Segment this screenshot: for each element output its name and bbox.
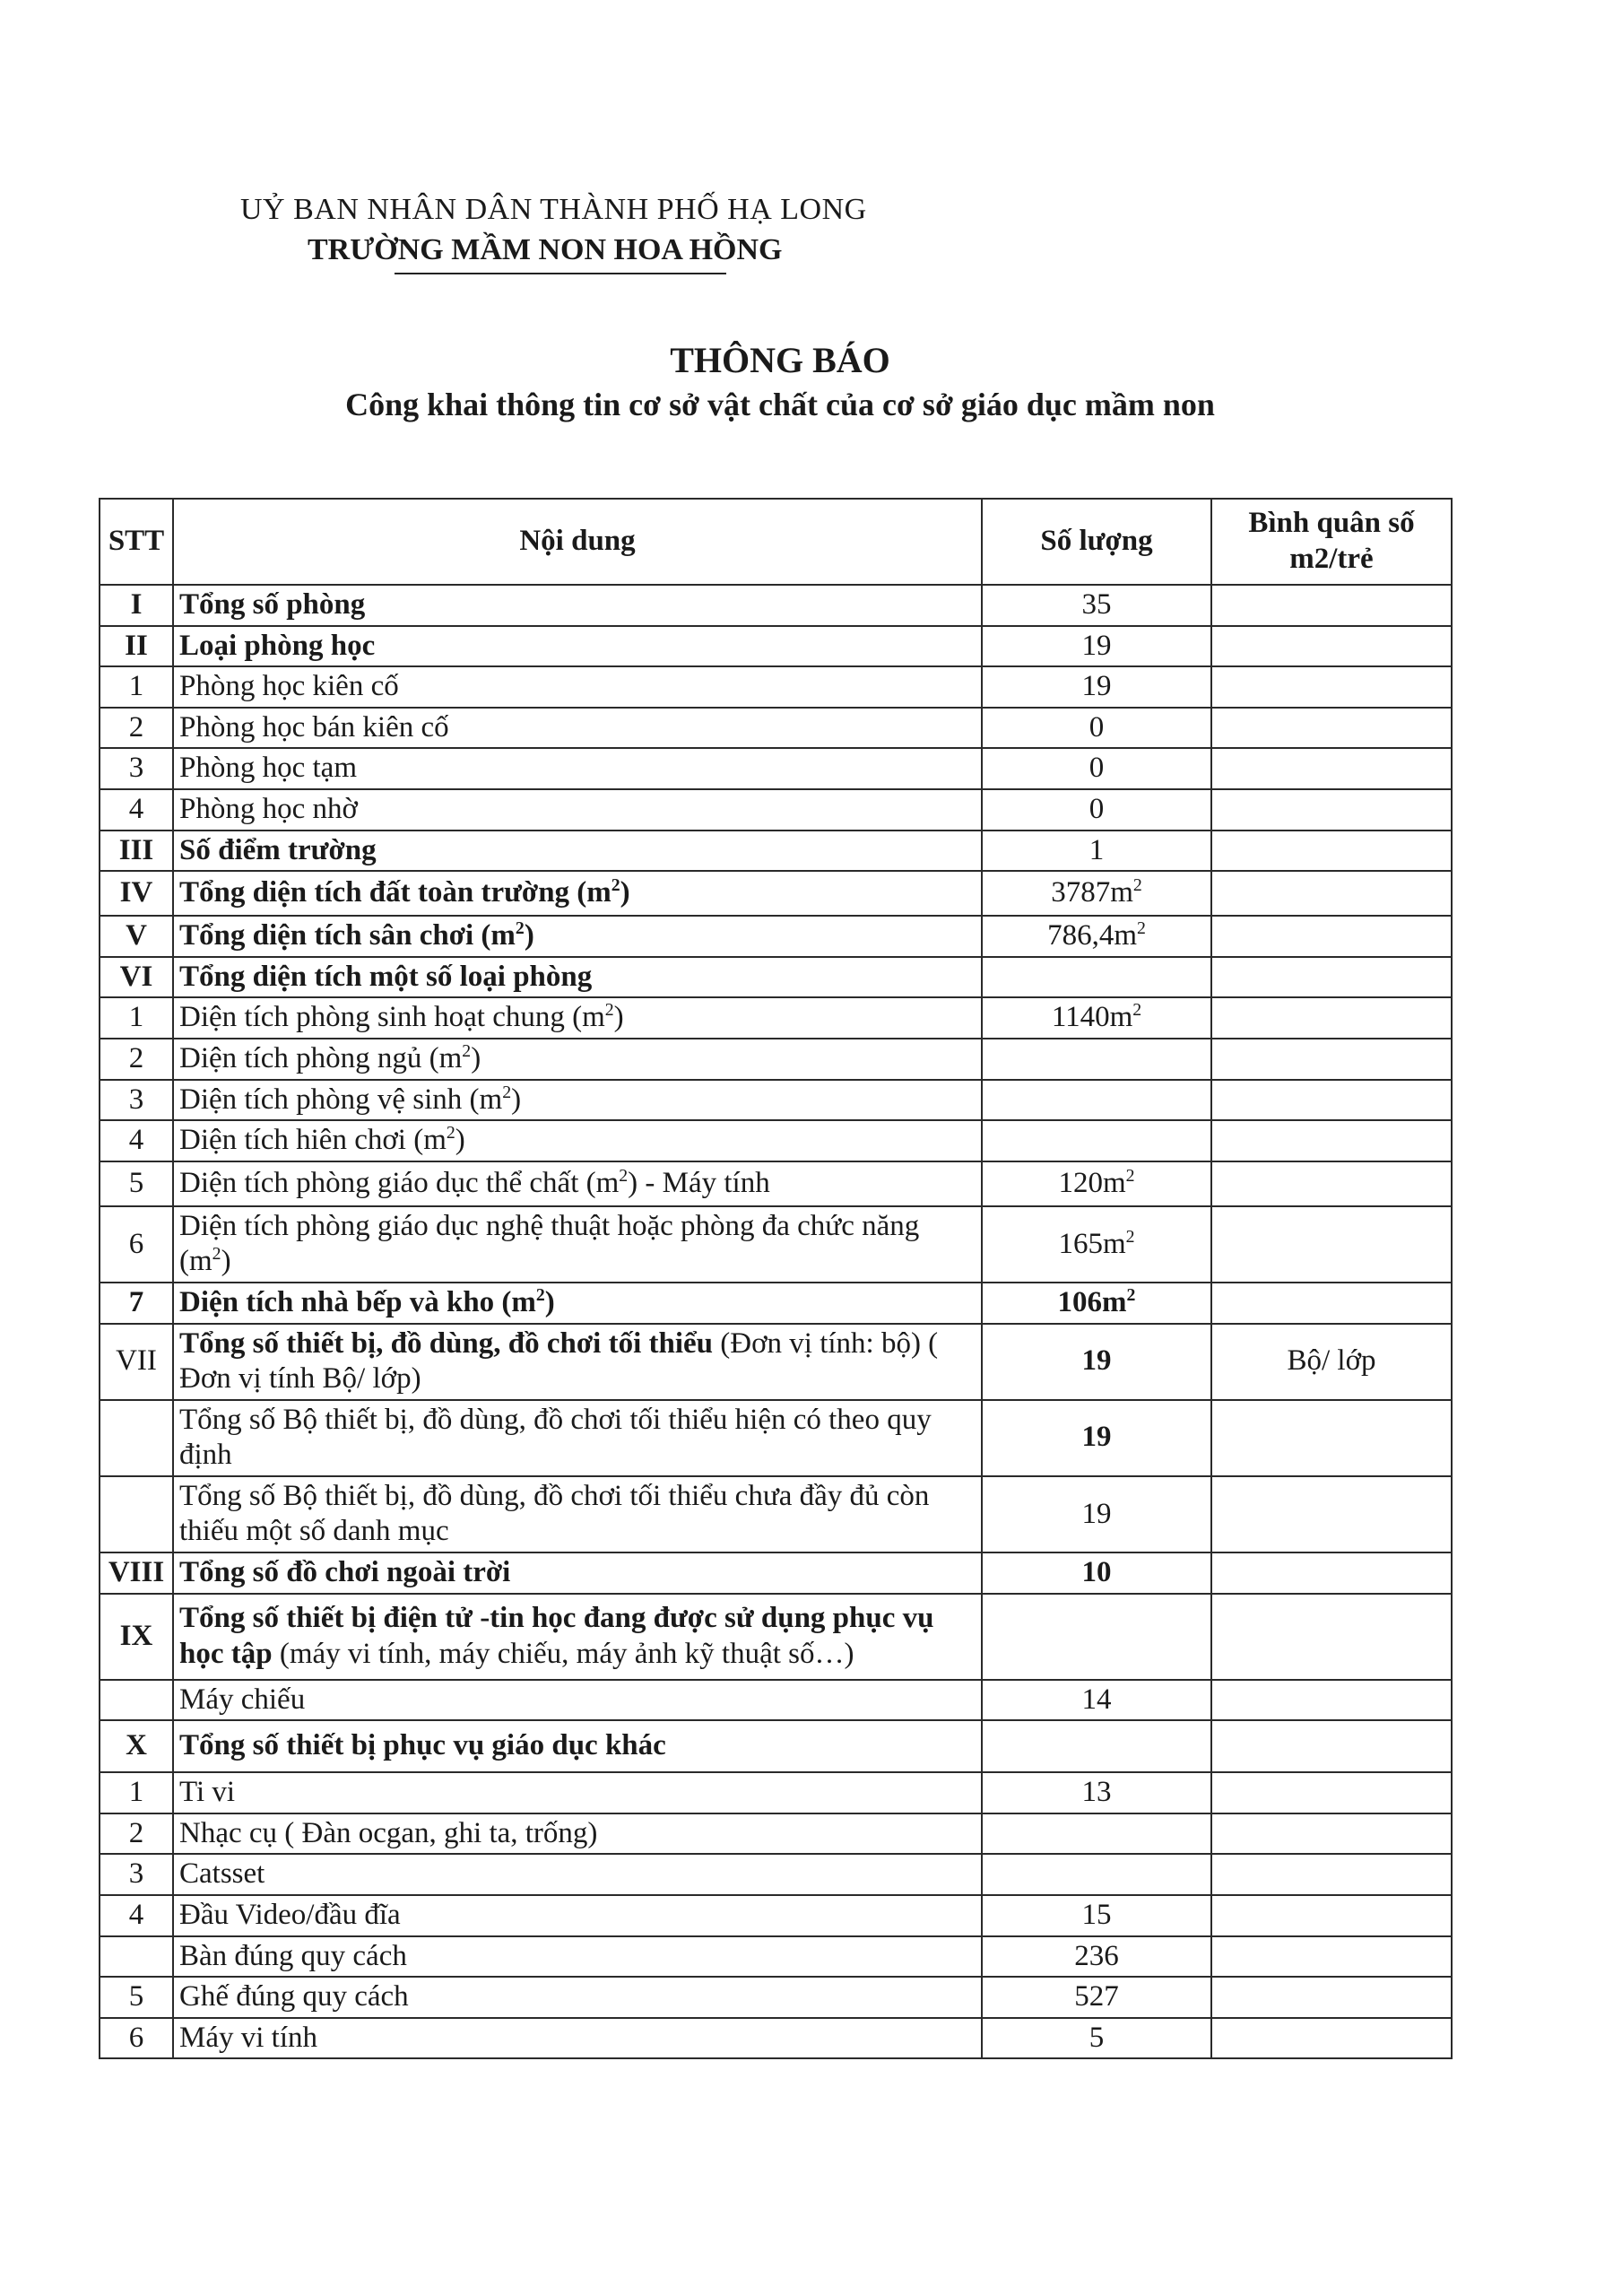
- row-number: [100, 1854, 173, 1895]
- row-average: [1211, 748, 1452, 789]
- row-average: [1211, 1039, 1452, 1080]
- row-number: [100, 1720, 173, 1772]
- unit-superscript: 2: [446, 1123, 455, 1144]
- row-number-text: 6: [128, 2021, 144, 2054]
- table-row: [100, 1400, 1452, 1476]
- row-content: [173, 666, 982, 708]
- column-header-stt: STT: [100, 499, 173, 585]
- row-content-text: Diện tích phòng ngủ (m: [179, 1041, 463, 1074]
- row-quantity: [982, 1813, 1211, 1855]
- row-content-text: Diện tích hiên chơi (m: [179, 1124, 447, 1157]
- row-average: [1211, 585, 1452, 626]
- row-number: [100, 626, 173, 667]
- table-row: [100, 708, 1452, 749]
- row-number-text: 2: [128, 1041, 144, 1074]
- row-number-text: IV: [119, 876, 153, 909]
- row-number-text: 4: [128, 1124, 144, 1157]
- row-average: [1211, 997, 1452, 1039]
- row-quantity-text: 0: [1089, 792, 1105, 825]
- row-content-suffix: ) - Máy tính: [628, 1166, 770, 1199]
- row-content: [173, 708, 982, 749]
- row-content-text: Máy chiếu: [179, 1683, 306, 1716]
- table-row: [100, 666, 1452, 708]
- table-row: [100, 1720, 1452, 1772]
- row-content-text: Catsset: [179, 1857, 265, 1891]
- row-content-text: (máy vi tính, máy chiếu, máy ảnh kỹ thuật số…): [272, 1637, 854, 1670]
- row-content: [173, 831, 982, 872]
- row-quantity: [982, 1476, 1211, 1552]
- unit-superscript: 2: [515, 918, 525, 939]
- row-average-text: Bộ/ lớp: [1287, 1344, 1376, 1378]
- row-quantity: [982, 708, 1211, 749]
- row-content: [173, 1324, 982, 1400]
- row-content-text: Nhạc cụ ( Đàn ocgan, ghi ta, trống): [179, 1816, 598, 1849]
- unit-superscript: 2: [535, 1284, 545, 1305]
- row-number-text: 4: [128, 792, 144, 825]
- table-row: [100, 1854, 1452, 1895]
- row-quantity: [982, 585, 1211, 626]
- row-quantity-text: 15: [1081, 1899, 1112, 1932]
- row-quantity: [982, 1552, 1211, 1594]
- row-content-text: (Đơn vị tính: bộ) ( Đơn vị tính Bộ/ lớp): [179, 1326, 939, 1396]
- unit-superscript: 2: [619, 1165, 629, 1186]
- row-content-text: Loại phòng học: [179, 629, 376, 662]
- row-number: [100, 1594, 173, 1680]
- row-quantity-text: 35: [1081, 588, 1112, 621]
- row-quantity-text: 19: [1081, 629, 1112, 662]
- row-content: [173, 1120, 982, 1161]
- row-average: [1211, 916, 1452, 957]
- unit-superscript: 2: [462, 1040, 472, 1061]
- row-quantity-text: 0: [1089, 752, 1105, 785]
- unit-superscript: 2: [1132, 875, 1142, 896]
- row-content-heading: Tổng số thiết bị điện tử -tin học đang được sử dụng phục vụ học tập: [179, 1602, 934, 1670]
- table-header-row: [100, 499, 1452, 585]
- row-quantity: [982, 626, 1211, 667]
- row-average: [1211, 789, 1452, 831]
- row-quantity: [982, 2018, 1211, 2059]
- row-content: [173, 1476, 982, 1552]
- unit-superscript: 2: [1132, 1000, 1142, 1021]
- table-row: [100, 1206, 1452, 1283]
- row-number-text: I: [130, 588, 143, 621]
- row-quantity-text: 786,4m: [1047, 919, 1138, 952]
- row-number: [100, 1283, 173, 1324]
- row-number: [100, 1552, 173, 1594]
- row-quantity: [982, 957, 1211, 998]
- row-content: [173, 1594, 982, 1680]
- row-number-text: III: [118, 833, 154, 866]
- unit-superscript: 2: [1125, 1165, 1135, 1186]
- row-content: [173, 2018, 982, 2059]
- row-average: [1211, 1283, 1452, 1324]
- row-content-text: Phòng học tạm: [179, 752, 357, 785]
- row-quantity: [982, 666, 1211, 708]
- table-row: [100, 957, 1452, 998]
- row-average: [1211, 1772, 1452, 1813]
- row-number: [100, 708, 173, 749]
- row-average: [1211, 626, 1452, 667]
- row-content: [173, 1813, 982, 1855]
- facilities-table: [99, 498, 1453, 2059]
- table-row: [100, 1594, 1452, 1680]
- row-number: [100, 1680, 173, 1721]
- row-content-suffix: ): [221, 1245, 231, 1278]
- row-number-text: 1: [128, 1776, 144, 1809]
- row-content: [173, 1977, 982, 2018]
- row-number-text: 3: [128, 1083, 144, 1116]
- row-number: [100, 1400, 173, 1476]
- row-content-text: Phòng học kiên cố: [179, 670, 399, 703]
- column-header-content: Nội dung: [173, 499, 982, 585]
- row-number-text: X: [126, 1729, 147, 1762]
- row-quantity-text: 19: [1081, 1497, 1112, 1530]
- row-quantity: [982, 1895, 1211, 1936]
- row-content: [173, 1936, 982, 1978]
- row-average: [1211, 831, 1452, 872]
- row-quantity: [982, 1324, 1211, 1400]
- row-content-text: Tổng diện tích sân chơi (m: [179, 919, 516, 952]
- row-quantity: [982, 831, 1211, 872]
- table-row: [100, 1476, 1452, 1552]
- row-quantity: [982, 871, 1211, 916]
- row-quantity: [982, 1594, 1211, 1680]
- row-content: [173, 1039, 982, 1080]
- school-name-underline: [395, 273, 726, 274]
- row-content: [173, 916, 982, 957]
- row-quantity: [982, 997, 1211, 1039]
- table-row: [100, 1080, 1452, 1121]
- row-number: [100, 748, 173, 789]
- table-row: [100, 748, 1452, 789]
- row-content-suffix: ): [544, 1285, 555, 1318]
- row-number: [100, 997, 173, 1039]
- row-average: [1211, 1120, 1452, 1161]
- unit-superscript: 2: [502, 1082, 512, 1102]
- row-quantity-text: 19: [1081, 1344, 1112, 1378]
- row-average: [1211, 1324, 1452, 1400]
- row-number: [100, 1080, 173, 1121]
- row-number-text: 1: [128, 1001, 144, 1034]
- row-number-text: 3: [128, 752, 144, 785]
- row-quantity-text: 13: [1081, 1776, 1112, 1809]
- row-content: [173, 1772, 982, 1813]
- row-quantity: [982, 1283, 1211, 1324]
- row-quantity: [982, 1977, 1211, 2018]
- row-number-text: 5: [128, 1980, 144, 2013]
- row-content: [173, 789, 982, 831]
- row-content-text: Tổng diện tích đất toàn trường (m: [179, 876, 612, 909]
- row-number-text: VIII: [108, 1556, 165, 1589]
- row-average: [1211, 1854, 1452, 1895]
- row-quantity-text: 527: [1074, 1980, 1119, 2013]
- row-content-text: Tổng số Bộ thiết bị, đồ dùng, đồ chơi tối thiểu chưa đầy đủ còn thiếu một số danh mục: [179, 1479, 930, 1548]
- row-number-text: VI: [119, 960, 153, 993]
- row-content-suffix: ): [455, 1124, 465, 1157]
- row-number-text: II: [125, 629, 148, 662]
- row-average: [1211, 871, 1452, 916]
- row-average: [1211, 1895, 1452, 1936]
- row-number: [100, 1120, 173, 1161]
- row-average: [1211, 1161, 1452, 1206]
- row-quantity-text: 120m: [1058, 1166, 1126, 1199]
- row-number: [100, 1324, 173, 1400]
- table-row: [100, 1324, 1452, 1400]
- row-average: [1211, 1476, 1452, 1552]
- row-number-text: 2: [128, 710, 144, 744]
- row-quantity-text: 0: [1089, 710, 1105, 744]
- row-number-text: 1: [128, 670, 144, 703]
- notice-subtitle: Công khai thông tin cơ sở vật chất của cơ sở giáo dục mầm non: [345, 387, 1215, 422]
- row-average: [1211, 1400, 1452, 1476]
- row-content: [173, 957, 982, 998]
- row-content-text: Diện tích phòng sinh hoạt chung (m: [179, 1001, 605, 1034]
- row-content: [173, 1854, 982, 1895]
- row-number-text: 7: [128, 1285, 144, 1318]
- row-number: [100, 789, 173, 831]
- row-number: [100, 1772, 173, 1813]
- row-quantity: [982, 1400, 1211, 1476]
- row-quantity-text: 19: [1081, 670, 1112, 703]
- row-quantity: [982, 1772, 1211, 1813]
- row-content-text: Tổng số thiết bị phục vụ giáo dục khác: [179, 1729, 666, 1762]
- table-row: [100, 1120, 1452, 1161]
- row-content: [173, 1720, 982, 1772]
- row-content: [173, 1283, 982, 1324]
- row-content-suffix: ): [524, 919, 534, 952]
- table-row: [100, 1895, 1452, 1936]
- row-number: [100, 1161, 173, 1206]
- row-quantity: [982, 1120, 1211, 1161]
- table-row: [100, 1161, 1452, 1206]
- row-quantity-text: 3787m: [1051, 876, 1133, 909]
- row-number-text: 5: [128, 1166, 144, 1199]
- row-quantity-text: 1: [1089, 833, 1105, 866]
- row-content-text: Phòng học bán kiên cố: [179, 710, 449, 744]
- row-content: [173, 1400, 982, 1476]
- row-content-text: Tổng diện tích một số loại phòng: [179, 960, 593, 993]
- row-number-text: 3: [128, 1857, 144, 1891]
- unit-superscript: 2: [1126, 1284, 1136, 1305]
- row-quantity-text: 5: [1089, 2021, 1105, 2054]
- row-content: [173, 997, 982, 1039]
- row-number: [100, 1206, 173, 1283]
- table-row: [100, 1936, 1452, 1978]
- row-quantity: [982, 789, 1211, 831]
- row-number: [100, 1039, 173, 1080]
- school-name: TRƯỜNG MẦM NON HOA HỒNG: [308, 233, 783, 266]
- row-number-text: 2: [128, 1816, 144, 1849]
- row-quantity-text: 236: [1074, 1939, 1119, 1972]
- table-body: [100, 585, 1452, 2058]
- unit-superscript: 2: [212, 1244, 221, 1265]
- row-average: [1211, 666, 1452, 708]
- row-number-text: VII: [116, 1344, 157, 1378]
- table-row: [100, 1039, 1452, 1080]
- row-number: [100, 1895, 173, 1936]
- row-content: [173, 626, 982, 667]
- row-content-text: Tổng số phòng: [179, 588, 366, 621]
- row-quantity-text: 1140m: [1051, 1001, 1133, 1034]
- row-number-text: IX: [119, 1619, 153, 1652]
- row-average: [1211, 708, 1452, 749]
- row-content: [173, 1080, 982, 1121]
- row-average: [1211, 957, 1452, 998]
- row-content: [173, 585, 982, 626]
- row-number: [100, 957, 173, 998]
- table-row: [100, 831, 1452, 872]
- row-quantity: [982, 1039, 1211, 1080]
- row-quantity: [982, 1936, 1211, 1978]
- row-number: [100, 666, 173, 708]
- row-quantity-text: 19: [1081, 1421, 1112, 1454]
- row-quantity-text: 10: [1081, 1556, 1112, 1589]
- row-content-text: Bàn đúng quy cách: [179, 1939, 407, 1972]
- row-content-text: Phòng học nhờ: [179, 792, 358, 825]
- row-number: [100, 585, 173, 626]
- row-number: [100, 916, 173, 957]
- unit-superscript: 2: [604, 1000, 614, 1021]
- row-content-heading: Tổng số thiết bị, đồ dùng, đồ chơi tối thiểu: [179, 1326, 713, 1360]
- row-content-suffix: ): [471, 1041, 481, 1074]
- row-average: [1211, 1206, 1452, 1283]
- table-row: [100, 916, 1452, 957]
- row-content-text: Ti vi: [179, 1776, 236, 1809]
- notice-title: THÔNG BÁO: [670, 340, 890, 380]
- table-row: [100, 1283, 1452, 1324]
- row-quantity: [982, 1206, 1211, 1283]
- row-content: [173, 748, 982, 789]
- row-content-text: Diện tích phòng giáo dục nghệ thuật hoặc phòng đa chức năng (m: [179, 1209, 920, 1278]
- table-row: [100, 789, 1452, 831]
- row-quantity: [982, 1680, 1211, 1721]
- table-row: [100, 585, 1452, 626]
- row-quantity: [982, 1854, 1211, 1895]
- row-average: [1211, 1594, 1452, 1680]
- row-number: [100, 1813, 173, 1855]
- row-average: [1211, 1680, 1452, 1721]
- row-content: [173, 1206, 982, 1283]
- row-number: [100, 831, 173, 872]
- row-number: [100, 2018, 173, 2059]
- row-quantity: [982, 1720, 1211, 1772]
- table-row: [100, 2018, 1452, 2059]
- unit-superscript: 2: [611, 875, 620, 896]
- issuing-authority: UỶ BAN NHÂN DÂN THÀNH PHỐ HẠ LONG: [240, 193, 867, 226]
- table-row: [100, 1552, 1452, 1594]
- table-row: [100, 997, 1452, 1039]
- row-quantity-text: 106m: [1057, 1285, 1127, 1318]
- row-content-suffix: ): [613, 1001, 624, 1034]
- row-content-text: Đầu Video/đầu đĩa: [179, 1899, 401, 1932]
- row-number-text: V: [126, 919, 147, 952]
- row-content: [173, 1895, 982, 1936]
- row-quantity: [982, 1161, 1211, 1206]
- row-average: [1211, 1552, 1452, 1594]
- row-content-suffix: ): [511, 1083, 522, 1116]
- row-content: [173, 1552, 982, 1594]
- row-content: [173, 1680, 982, 1721]
- row-number-text: 4: [128, 1899, 144, 1932]
- row-content-text: Diện tích phòng giáo dục thể chất (m: [179, 1166, 620, 1199]
- row-content-text: Diện tích phòng vệ sinh (m: [179, 1083, 503, 1116]
- table-row: [100, 1680, 1452, 1721]
- row-number: [100, 1977, 173, 2018]
- row-content-text: Tổng số đồ chơi ngoài trời: [179, 1556, 511, 1589]
- row-average: [1211, 1080, 1452, 1121]
- row-average: [1211, 1813, 1452, 1855]
- table-row: [100, 626, 1452, 667]
- table-row: [100, 1977, 1452, 2018]
- row-content: [173, 1161, 982, 1206]
- row-content-text: Tổng số Bộ thiết bị, đồ dùng, đồ chơi tối thiểu hiện có theo quy định: [179, 1403, 932, 1472]
- row-number: [100, 1936, 173, 1978]
- row-average: [1211, 1720, 1452, 1772]
- unit-superscript: 2: [1125, 1226, 1135, 1247]
- row-average: [1211, 1936, 1452, 1978]
- row-quantity: [982, 916, 1211, 957]
- row-quantity: [982, 1080, 1211, 1121]
- row-average: [1211, 1977, 1452, 2018]
- row-quantity-text: 14: [1081, 1683, 1112, 1716]
- row-content-suffix: ): [620, 876, 630, 909]
- row-average: [1211, 2018, 1452, 2059]
- row-content-text: Máy vi tính: [179, 2021, 317, 2054]
- table-row: [100, 871, 1452, 916]
- table-row: [100, 1813, 1452, 1855]
- row-quantity: [982, 748, 1211, 789]
- row-number: [100, 1476, 173, 1552]
- row-content-text: Diện tích nhà bếp và kho (m: [179, 1285, 536, 1318]
- table-row: [100, 1772, 1452, 1813]
- row-quantity-text: 165m: [1058, 1227, 1126, 1260]
- row-content-text: Ghế đúng quy cách: [179, 1980, 409, 2013]
- column-header-quantity: Số lượng: [982, 499, 1211, 585]
- column-header-average: Bình quân số m2/trẻ: [1211, 499, 1452, 585]
- row-number: [100, 871, 173, 916]
- unit-superscript: 2: [1137, 918, 1146, 939]
- row-number-text: 6: [128, 1227, 144, 1260]
- row-content: [173, 871, 982, 916]
- row-content-text: Số điểm trường: [179, 833, 377, 866]
